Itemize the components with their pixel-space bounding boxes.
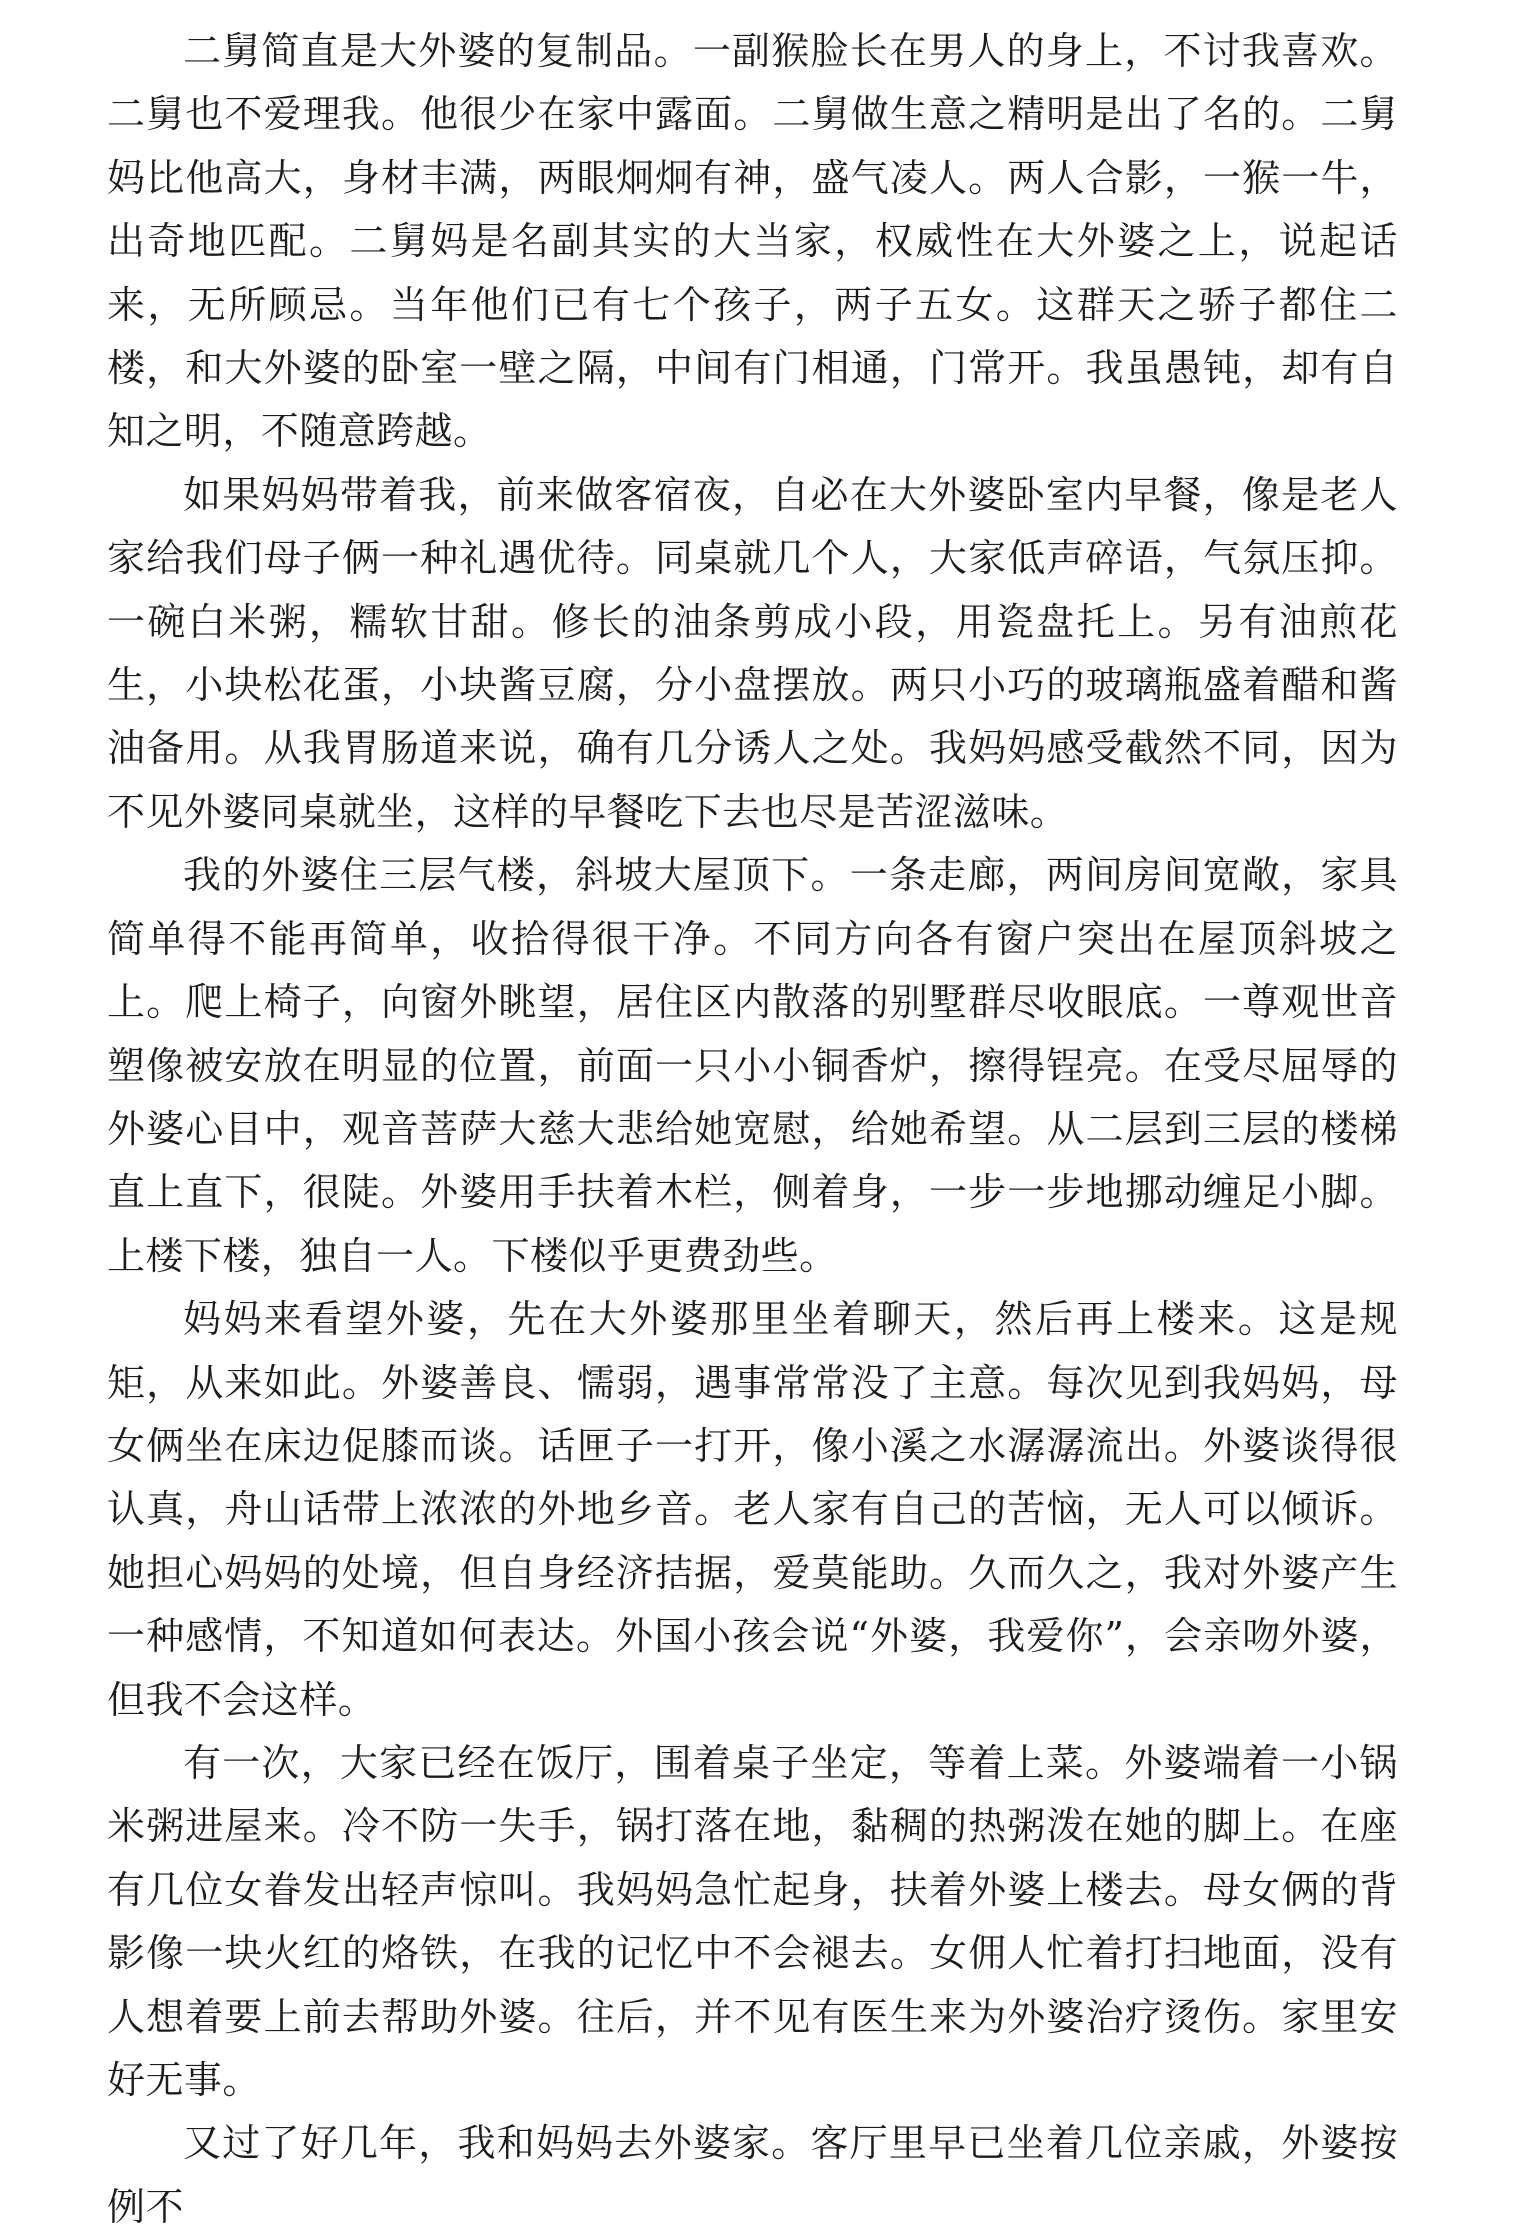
body-text	[107, 20, 1398, 2239]
paragraph: 有一次，大家已经在饭厅，围着桌子坐定，等着上菜。外婆端着一小锅米粥进屋来。冷不防一失手，锅打落在地，黏稠的热粥泼在她的脚上。在座有几位女眷发出轻声惊叫。我妈妈急忙起身，扶着外婆上楼去。母女俩的背影像一块火红的烙铁，在我的记忆中不会褪去。女佣人忙着打扫地面，没有人想着要上前去帮助外婆。往后，并不见有医生来为外婆治疗烫伤。家里安好无事。	[107, 1740, 1398, 2102]
paragraph: 妈妈来看望外婆，先在大外婆那里坐着聊天，然后再上楼来。这是规矩，从来如此。外婆善良、懦弱，遇事常常没了主意。每次见到我妈妈，母女俩坐在床边促膝而谈。话匣子一打开，像小溪之水潺潺流出。外婆谈得很认真，舟山话带上浓浓的外地乡音。老人家有自己的苦恼，无人可以倾诉。她担心妈妈的处境，但自身经济拮据，爱莫能助。久而久之，我对外婆产生一种感情，不知道如何表达。外国小孩会说“外婆，我爱你”，会亲吻外婆，但我不会这样。	[107, 1297, 1398, 1722]
paragraph: 又过了好几年，我和妈妈去外婆家。客厅里早已坐着几位亲戚，外婆按例不	[107, 2121, 1398, 2229]
paragraph: 如果妈妈带着我，前来做客宿夜，自必在大外婆卧室内早餐，像是老人家给我们母子俩一种礼遇优待。同桌就几个人，大家低声碎语，气氛压抑。一碗白米粥，糯软甘甜。修长的油条剪成小段，用瓷盘托上。另有油煎花生，小块松花蛋，小块酱豆腐，分小盘摆放。两只小巧的玻璃瓶盛着醋和酱油备用。从我胃肠道来说，确有几分诱人之处。我妈妈感受截然不同，因为不见外婆同桌就坐，这样的早餐吃下去也尽是苦涩滋味。	[107, 472, 1398, 834]
paragraph: 二舅简直是大外婆的复制品。一副猴脸长在男人的身上，不讨我喜欢。二舅也不爱理我。他很少在家中露面。二舅做生意之精明是出了名的。二舅妈比他高大，身材丰满，两眼炯炯有神，盛气凌人。两人合影，一猴一牛，出奇地匹配。二舅妈是名副其实的大当家，权威性在大外婆之上，说起话来，无所顾忌。当年他们已有七个孩子，两子五女。这群天之骄子都住二楼，和大外婆的卧室一壁之隔，中间有门相通，门常开。我虽愚钝，却有自知之明，不随意跨越。	[107, 29, 1398, 454]
paragraph: 我的外婆住三层气楼，斜坡大屋顶下。一条走廊，两间房间宽敞，家具简单得不能再简单，收拾得很干净。不同方向各有窗户突出在屋顶斜坡之上。爬上椅子，向窗外眺望，居住区内散落的别墅群尽收眼底。一尊观世音塑像被安放在明显的位置，前面一只小小铜香炉，擦得锃亮。在受尽屈辱的外婆心目中，观音菩萨大慈大悲给她宽慰，给她希望。从二层到三层的楼梯直上直下，很陡。外婆用手扶着木栏，侧着身，一步一步地挪动缠足小脚。上楼下楼，独自一人。下楼似乎更费劲些。	[107, 853, 1398, 1278]
